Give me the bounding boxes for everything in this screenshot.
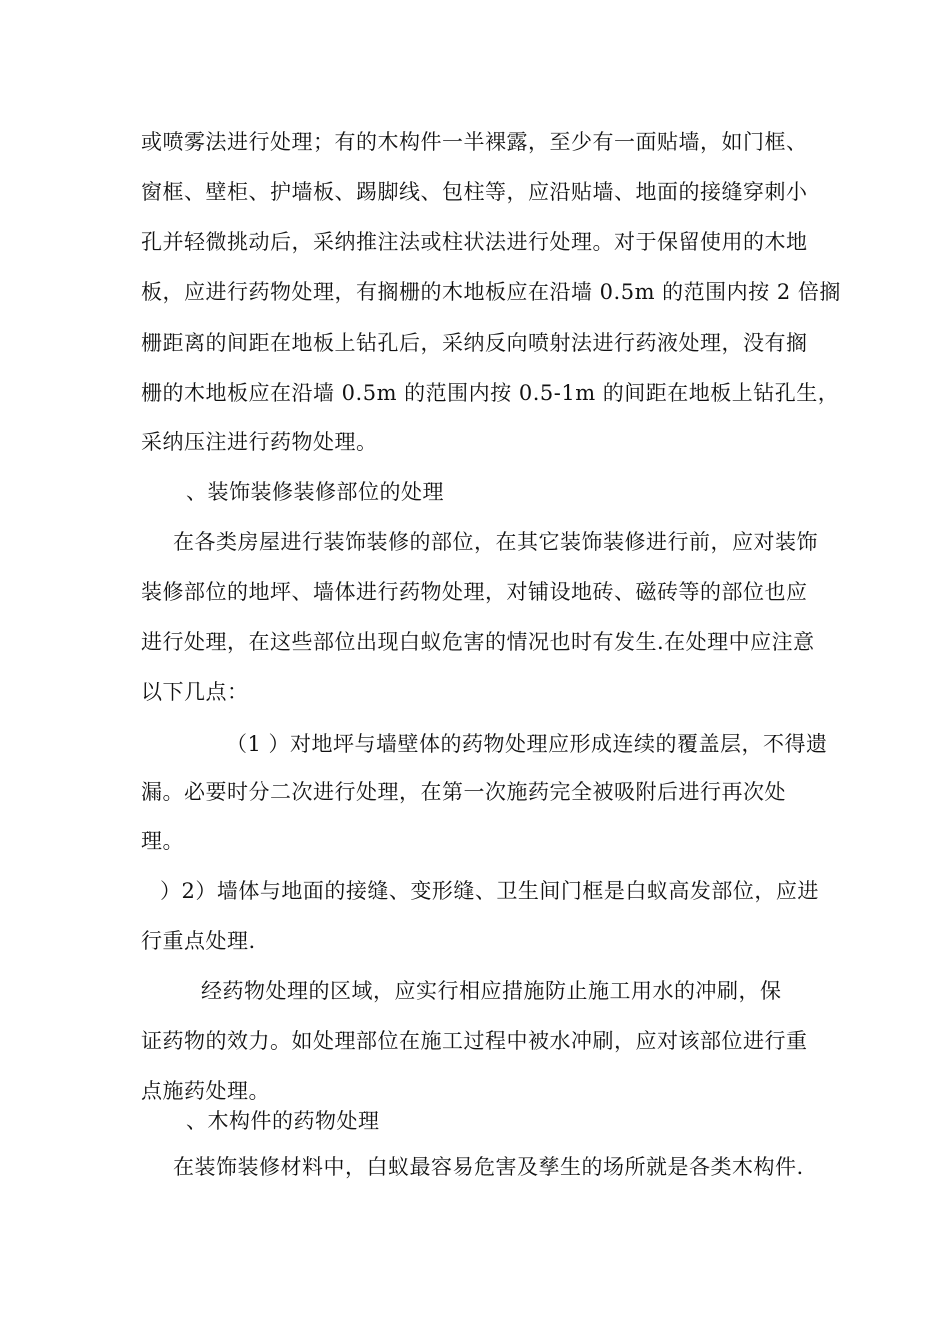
paragraph-line: 窗框、壁柜、护墙板、踢脚线、包柱等，应沿贴墙、地面的接缝穿刺小 (141, 180, 808, 204)
paragraph-line: 采纳压注进行药物处理。 (141, 430, 378, 454)
paragraph-line: 经药物处理的区域，应实行相应措施防止施工用水的冲刷，保 (201, 979, 782, 1003)
paragraph-line: 点施药处理。 (141, 1079, 270, 1103)
section-heading: 、装饰装修装修部位的处理 (186, 480, 444, 504)
paragraph-line: 以下几点： (141, 680, 249, 704)
paragraph-line: 板，应进行药物处理，有搁栅的木地板应在沿墙 0.5m 的范围内按 2 倍搁 (141, 280, 841, 304)
paragraph-line: 孔并轻微挑动后，采纳推注法或柱状法进行处理。对于保留使用的木地 (141, 230, 808, 254)
paragraph-line: 进行处理，在这些部位出现白蚁危害的情况也时有发生.在处理中应注意 (141, 630, 815, 654)
list-item-line: ）2）墙体与地面的接缝、变形缝、卫生间门框是白蚁高发部位，应进 (160, 879, 819, 903)
paragraph-line: 栅距离的间距在地板上钻孔后，采纳反向喷射法进行药液处理，没有搁 (141, 331, 808, 355)
list-item-line: 行重点处理. (141, 929, 256, 953)
list-item-line: 漏。必要时分二次进行处理，在第一次施药完全被吸附后进行再次处 (141, 780, 786, 804)
paragraph-line: 在装饰装修材料中，白蚁最容易危害及孳生的场所就是各类木构件. (173, 1155, 804, 1179)
section-heading: 、木构件的药物处理 (186, 1109, 380, 1133)
paragraph-line: 装修部位的地坪、墙体进行药物处理，对铺设地砖、磁砖等的部位也应 (141, 580, 808, 604)
paragraph-line: 证药物的效力。如处理部位在施工过程中被水冲刷，应对该部位进行重 (141, 1029, 808, 1053)
paragraph-line: 栅的木地板应在沿墙 0.5m 的范围内按 0.5-1m 的间距在地板上钻孔生， (141, 381, 840, 405)
list-item-line: 理。 (141, 829, 184, 853)
paragraph-line: 或喷雾法进行处理；有的木构件一半裸露，至少有一面贴墙，如门框、 (141, 130, 808, 154)
list-item-line: （1 ）对地坪与墙壁体的药物处理应形成连续的覆盖层，不得遗 (226, 732, 828, 756)
paragraph-line: 在各类房屋进行装饰装修的部位，在其它装饰装修进行前，应对装饰 (173, 530, 818, 554)
